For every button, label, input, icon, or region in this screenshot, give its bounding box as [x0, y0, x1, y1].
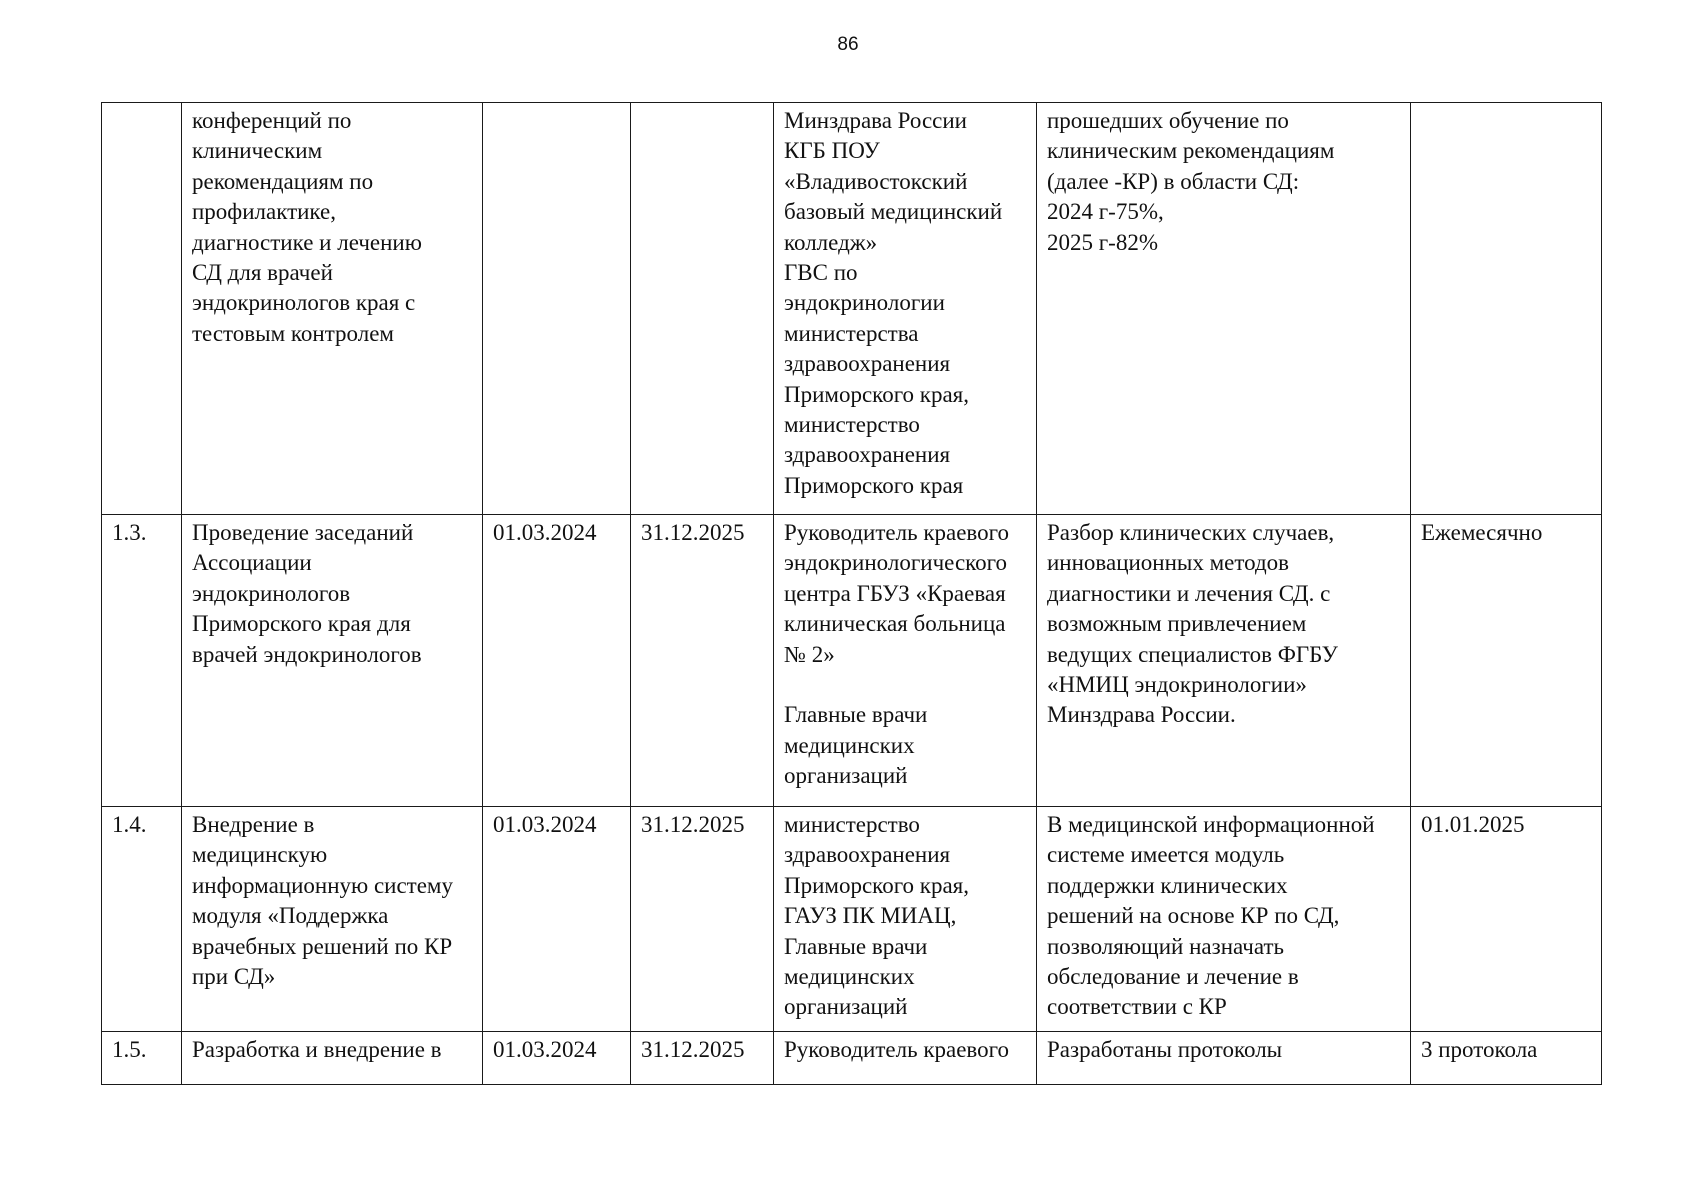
start-date-cell [483, 103, 631, 515]
start-date-cell: 01.03.2024 [483, 515, 631, 807]
responsible-cell: министерство здравоохранения Приморского края, ГАУЗ ПК МИАЦ, Главные врачи медицинских организаций [774, 807, 1037, 1032]
responsible-cell: Руководитель краевого эндокринологического центра ГБУЗ «Краевая клиническая больница № 2» Главные врачи медицинских организаций [774, 515, 1037, 807]
end-date-cell: 31.12.2025 [631, 1032, 774, 1085]
row-number-cell: 1.5. [102, 1032, 182, 1085]
control-cell [1411, 103, 1602, 515]
table-row [102, 515, 1602, 807]
event-cell: Проведение заседаний Ассоциации эндокринологов Приморского края для врачей эндокринологов [182, 515, 483, 807]
result-cell: В медицинской информационной системе имеется модуль поддержки клинических решений на основе КР по СД, позволяющий назначать обследование и лечение в соответствии с КР [1037, 807, 1411, 1032]
activity-table [101, 102, 1602, 1085]
control-cell: 3 протокола [1411, 1032, 1602, 1085]
responsible-cell: Руководитель краевого [774, 1032, 1037, 1085]
page-number: 86 [837, 34, 859, 55]
result-cell: Разбор клинических случаев, инновационных методов диагностики и лечения СД. с возможным привлечением ведущих специалистов ФГБУ «НМИЦ эндокринологии» Минздрава России. [1037, 515, 1411, 807]
table-row [102, 103, 1602, 515]
event-cell: конференций по клиническим рекомендациям по профилактике, диагностике и лечению СД для врачей эндокринологов края с тестовым контролем [182, 103, 483, 515]
row-number-cell: 1.4. [102, 807, 182, 1032]
row-number-cell: 1.3. [102, 515, 182, 807]
start-date-cell: 01.03.2024 [483, 1032, 631, 1085]
result-cell: прошедших обучение по клиническим рекомендациям (далее -КР) в области СД: 2024 г-75%, 2025 г-82% [1037, 103, 1411, 515]
row-number-cell [102, 103, 182, 515]
responsible-cell: Минздрава России КГБ ПОУ «Владивостокский базовый медицинский колледж» ГВС по эндокринологии министерства здравоохранения Приморского края, министерство здравоохранения Приморского края [774, 103, 1037, 515]
end-date-cell: 31.12.2025 [631, 807, 774, 1032]
event-cell: Разработка и внедрение в [182, 1032, 483, 1085]
table-row [102, 807, 1602, 1032]
event-cell: Внедрение в медицинскую информационную систему модуля «Поддержка врачебных решений по КР при СД» [182, 807, 483, 1032]
end-date-cell [631, 103, 774, 515]
end-date-cell: 31.12.2025 [631, 515, 774, 807]
result-cell: Разработаны протоколы [1037, 1032, 1411, 1085]
control-cell: 01.01.2025 [1411, 807, 1602, 1032]
table-row [102, 1032, 1602, 1085]
control-cell: Ежемесячно [1411, 515, 1602, 807]
start-date-cell: 01.03.2024 [483, 807, 631, 1032]
